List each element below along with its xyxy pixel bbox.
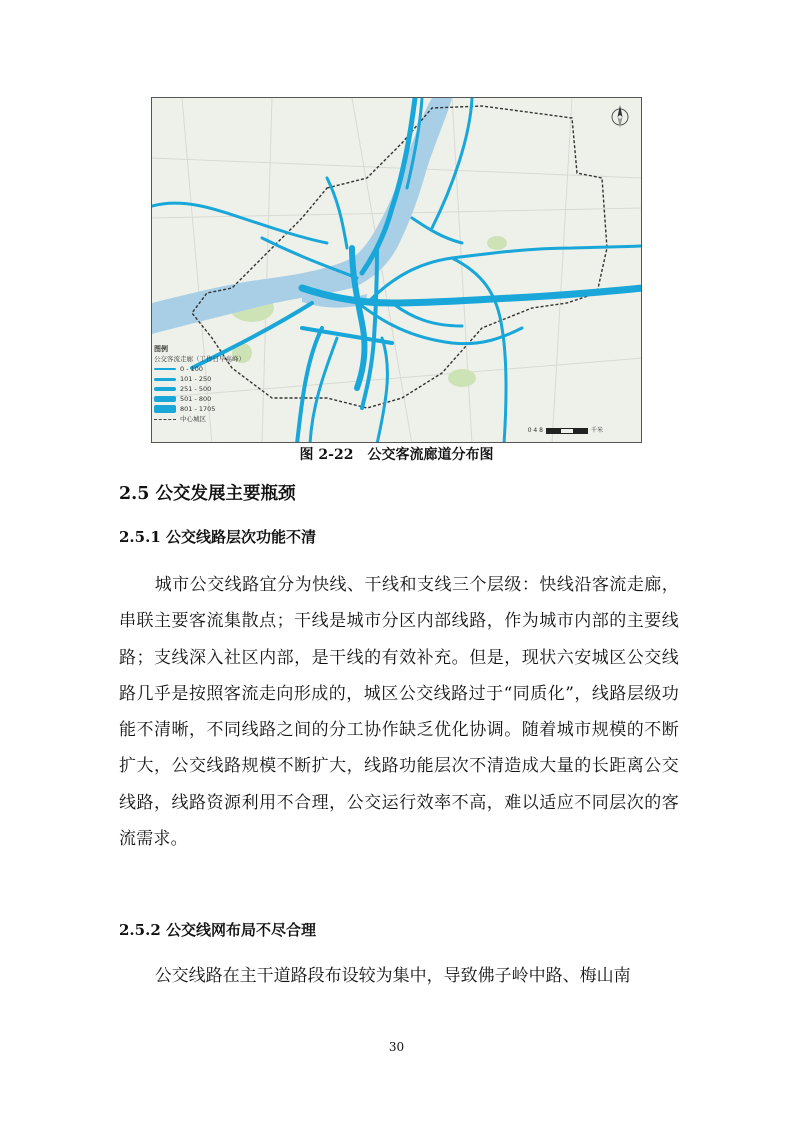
legend-item: 0 - 100 (154, 364, 248, 374)
center-city-boundary (192, 106, 607, 408)
paragraph-2-5-2: 公交线路在主干道路段布设较为集中，导致佛子岭中路、梅山南 (154, 966, 631, 986)
figure-caption: 图 2-22 公交客流廊道分布图 (299, 447, 494, 463)
paragraph-2-5-1: 城市公交线路宜分为快线、干线和支线三个层级：快线沿客流走廊，串联主要客流集散点；干线是城市分区内部线路，作为城市内部的主要线路；支线深入社区内部，是干线的有效补充。但是，现状六安城区公交线路几乎是按照客流走向形成的，城区公交线路过于“同质化”，线路层级功能不清晰，不同线路之间的分工协作缺乏优化协调。随着城市规模的不断扩大，公交线路规模不断扩大，线路功能层次不清造成大量的长距离公交线路，线路资源利用不合理，公交运行效率不高，难以适应不同层次的客流需求。 (119, 575, 679, 850)
map-legend (154, 344, 248, 440)
legend-item: 251 - 500 (154, 384, 248, 394)
legend-item: 101 - 250 (154, 374, 248, 384)
legend-item: 801 - 1705 (154, 404, 248, 414)
legend-title: 图例 (154, 345, 168, 353)
legend-item: 501 - 800 (154, 394, 248, 404)
legend-boundary: 中心城区 (154, 414, 248, 424)
north-arrow-icon (609, 104, 631, 128)
legend-subtitle: 公交客流走廊（工作日早高峰） (154, 355, 245, 363)
corridor-map (151, 97, 642, 443)
scale-label: 0 4 8 (527, 427, 543, 434)
page-number: 30 (388, 1040, 405, 1054)
scale-unit: 千米 (590, 427, 603, 434)
subsection-heading-2-5-2: 2.5.2 公交线网布局不尽合理 (119, 921, 316, 939)
section-heading: 2.5 公交发展主要瓶颈 (119, 484, 296, 504)
subsection-heading-2-5-1: 2.5.1 公交线路层次功能不清 (119, 528, 316, 546)
scale-bar (528, 425, 603, 434)
river (152, 98, 452, 334)
